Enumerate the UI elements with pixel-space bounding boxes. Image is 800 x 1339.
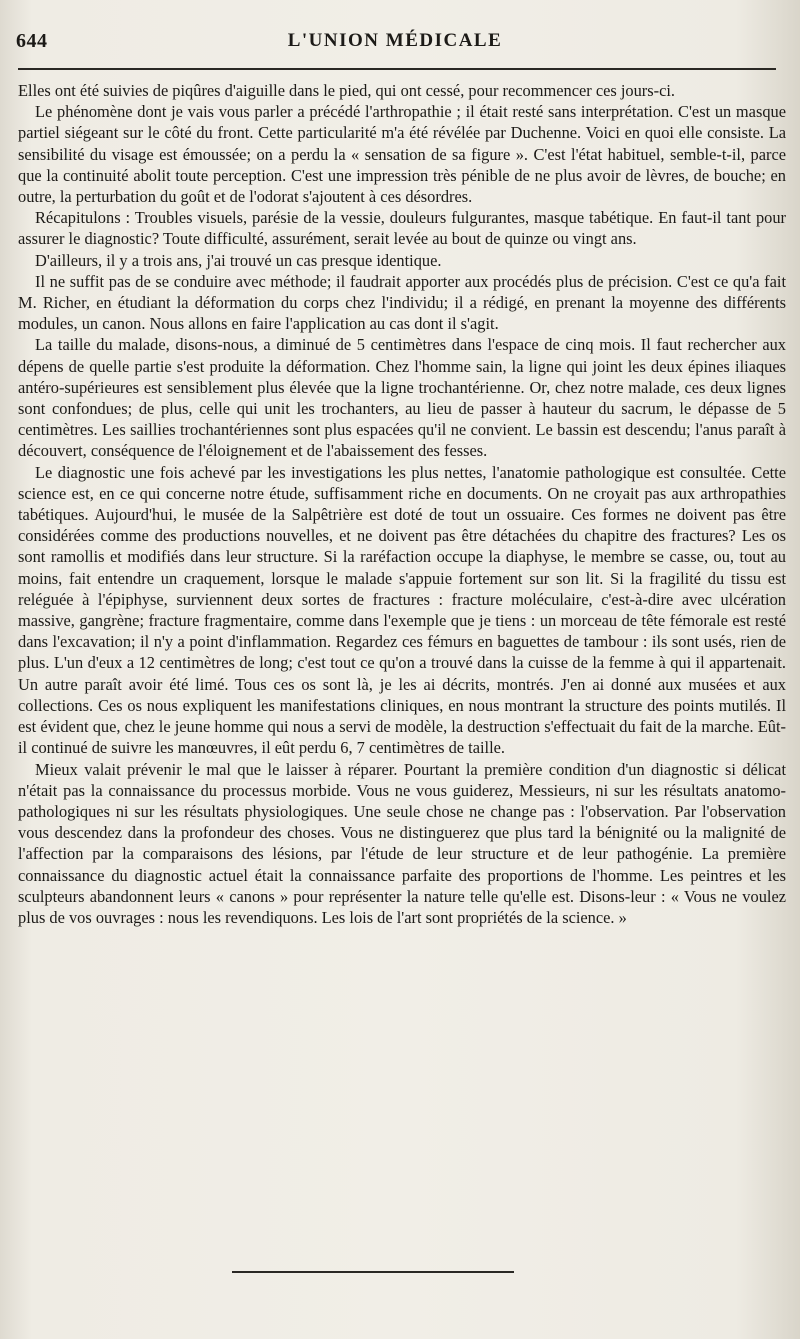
paragraph: Le phénomène dont je vais vous parler a précédé l'arthropathie ; il était resté sans interprétation. C'est un masque partiel siégeant sur le côté du front. Cette particularité m'a été révélée par Duchenne. Voici en quoi elle consiste. La sensibilité du visage est émoussée; on a perdu la « sensation de sa figure ». C'est l'état habituel, semble-t-il, parce que la continuité abolit toute perception. C'est une impression très pénible de ne plus avoir de lèvres, de bouche; en outre, la perturbation du goût et de l'odorat s'ajoutent à ces désordres. <box>18 102 786 207</box>
paragraph: Le diagnostic une fois achevé par les investigations les plus nettes, l'anatomie pathologique est consultée. Cette science est, en ce qui concerne notre étude, suffisamment riche en documents. On ne croyait pas aux arthropathies tabétiques. Aujourd'hui, le musée de la Salpêtrière est doté de tout un ossuaire. Ces formes ne doivent pas être considérées comme des productions nouvelles, et ne doivent pas être détachées du chapitre des fractures? Les os sont ramollis et modifiés dans leur structure. Si la raréfaction occupe la diaphyse, le membre se casse, ou, tout au moins, fait entendre un craquement, lorsque le malade s'appuie fortement sur son lit. Si la fragilité du tissu est reléguée à l'épiphyse, surviennent deux sortes de fractures : fracture moléculaire, c'est-à-dire avec ulcération massive, gangrène; fracture fragmentaire, comme dans l'exemple que je tiens : un morceau de tête fémorale est resté dans l'excavation; il n'y a point d'inflammation. Regardez ces fémurs en baguettes de tambour : ils sont usés, rien de plus. L'un d'eux a 12 centimètres de long; c'est tout ce qu'on a trouvé dans la cuisse de la femme à qui il appartenait. Un autre paraît avoir été limé. Tous ces os sont là, je les ai décrits, montrés. J'en ai donné aux musées et aux collections. Ces os nous expliquent les manifestations cliniques, en nous montrant la structure des points mutilés. Il est évident que, chez le jeune homme qui nous a servi de modèle, la destruction s'effectuait du fait de la marche. Eût-il continué de suivre les manœuvres, il eût perdu 6, 7 centimètres de taille. <box>18 462 786 758</box>
paragraph: La taille du malade, disons-nous, a diminué de 5 centimètres dans l'espace de cinq mois. Il faut rechercher aux dépens de quelle partie s'est produite la déformation. Chez l'homme sain, la ligne qui joint les deux épines iliaques antéro-supérieures est sensiblement plus élevée que la ligne trochantérienne. Or, chez notre malade, ces deux lignes sont confondues; de plus, celle qui unit les trochanters, au lieu de passer à hauteur du sacrum, le dépasse de 5 centimètres. Les saillies trochantériennes sont plus espacées qu'il ne convient. Le bassin est descendu; l'anus paraît à découvert, conséquence de l'éloignement et de l'abaissement des fesses. <box>18 335 786 461</box>
header-rule <box>18 68 776 70</box>
paragraph: Récapitulons : Troubles visuels, parésie de la vessie, douleurs fulgurantes, masque tabétique. En faut-il tant pour assurer le diagnostic? Toute difficulté, assurément, serait levée au bout de quinze ou vingt ans. <box>18 208 786 249</box>
paragraph: Mieux valait prévenir le mal que le laisser à réparer. Pourtant la première condition d'un diagnostic si délicat n'était pas la connaissance du processus morbide. Vous ne vous guiderez, Messieurs, ni sur les résultats anatomo-pathologiques ni sur les résultats physiologiques. Une seule chose ne change pas : l'observation. Par l'observation vous descendez dans la profondeur des choses. Vous ne distinguerez que plus tard la bénignité ou la malignité de l'affection par la comparaisons des lésions, par l'étude de leur structure et de leur pathogénie. La première connaissance du diagnostic actuel était la connaissance parfaite des proportions de l'homme. Les peintres et les sculpteurs abandonnent leurs « canons » pour représenter la nature telle qu'elle est. Disons-leur : « Vous ne voulez plus de vos ouvrages : nous les revendiquons. Les lois de l'art sont propriétés de la science. » <box>18 759 786 927</box>
paragraph: Il ne suffit pas de se conduire avec méthode; il faudrait apporter aux procédés plus de précision. C'est ce qu'a fait M. Richer, en étudiant la déformation du corps chez l'individu; il a rédigé, en prenant la moyenne des différents modules, un canon. Nous allons en faire l'application au cas dont il s'agit. <box>18 271 786 334</box>
closing-rule <box>232 1271 514 1273</box>
running-title: L'UNION MÉDICALE <box>287 30 503 51</box>
article-body <box>18 80 786 928</box>
page-header <box>16 30 774 64</box>
paragraph: Elles ont été suivies de piqûres d'aiguille dans le pied, qui ont cessé, pour recommencer ces jours-ci. <box>18 81 676 100</box>
page-number: 644 <box>16 30 48 52</box>
paragraph: D'ailleurs, il y a trois ans, j'ai trouvé un cas presque identique. <box>35 250 442 270</box>
